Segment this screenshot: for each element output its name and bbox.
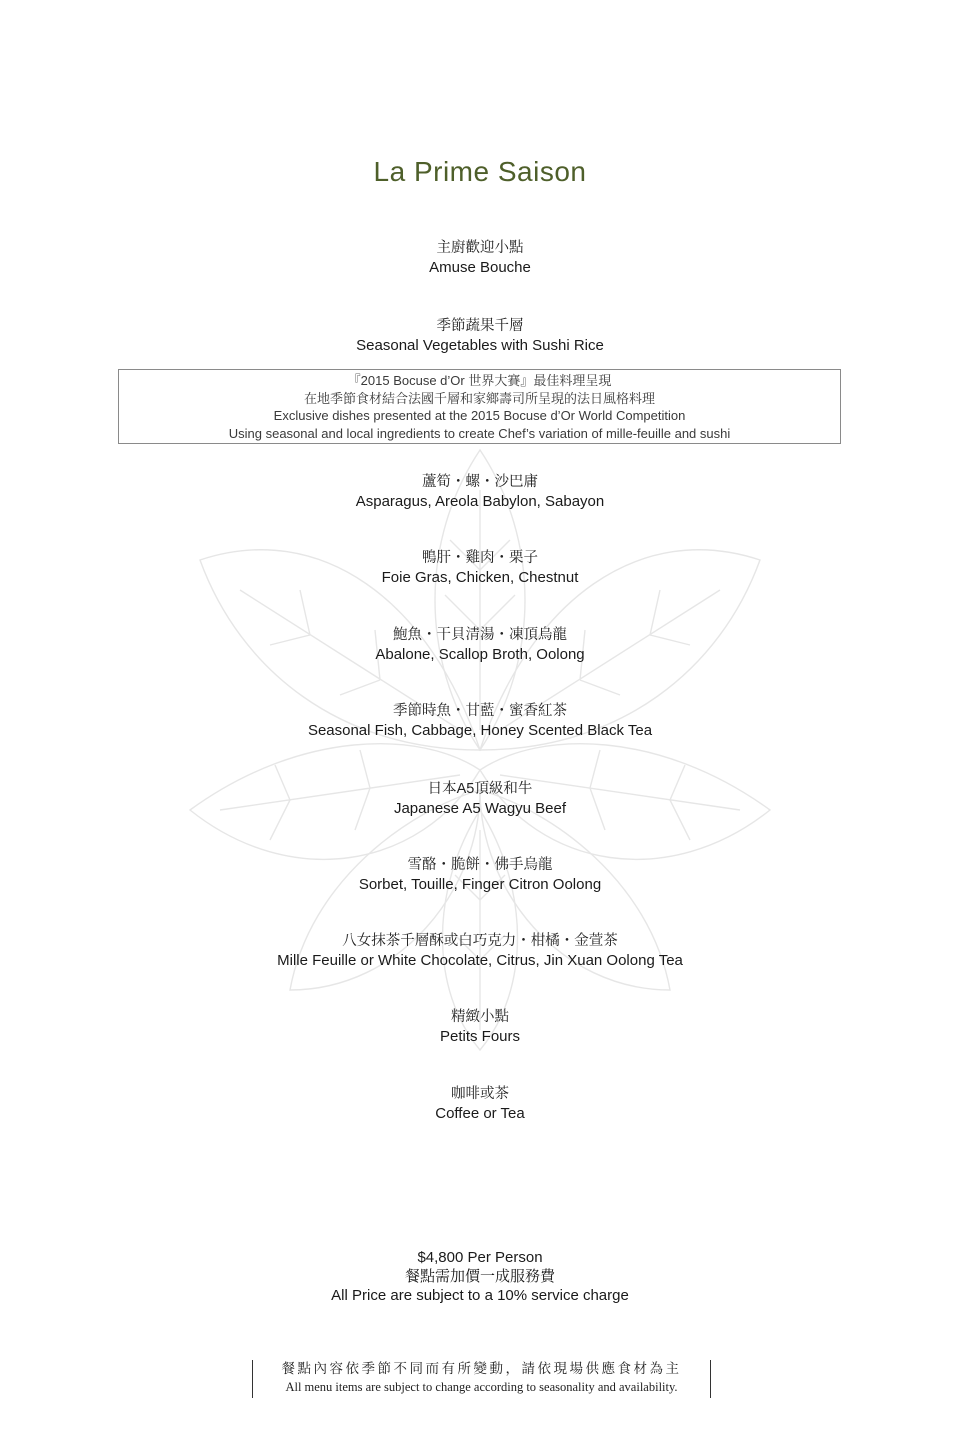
course-item <box>0 548 960 588</box>
menu-title: La Prime Saison <box>373 156 587 187</box>
course-name-zh: 鴨肝・雞肉・栗子 <box>422 550 538 566</box>
course-item <box>0 855 960 895</box>
course-name-en: Asparagus, Areola Babylon, Sabayon <box>355 493 605 510</box>
lotus-watermark <box>180 430 780 1070</box>
service-charge-en: All Price are subject to a 10% service charge <box>331 1287 629 1304</box>
course-item <box>0 316 960 356</box>
course-item <box>0 625 960 665</box>
course-item <box>0 701 960 741</box>
note-line: Using seasonal and local ingredients to create Chef’s variation of mille-feuille and sushi <box>228 425 731 441</box>
course-item <box>0 1007 960 1047</box>
course-name-en: Amuse Bouche <box>429 259 531 276</box>
disclaimer <box>252 1360 711 1398</box>
course-name-en: Petits Fours <box>439 1028 521 1045</box>
service-charge-zh: 餐點需加價一成服務費 <box>404 1268 555 1285</box>
disclaimer-en: All menu items are subject to change according to seasonality and availability. <box>285 1380 678 1394</box>
course-name-en: Seasonal Fish, Cabbage, Honey Scented Black Tea <box>307 722 653 739</box>
course-item <box>0 238 960 278</box>
course-name-en: Seasonal Vegetables with Sushi Rice <box>356 337 604 354</box>
course-name-zh: 季節時魚・甘藍・蜜香紅茶 <box>393 703 567 719</box>
course-item <box>0 779 960 819</box>
course-name-en: Abalone, Scallop Broth, Oolong <box>375 646 585 663</box>
note-line: 『2015 Bocuse d’Or 世界大賽』最佳料理呈現 <box>347 373 612 388</box>
course-name-zh: 八女抹茶千層酥或白巧克力・柑橘・金萱茶 <box>342 933 618 949</box>
price-section <box>0 1248 960 1305</box>
course-name-zh: 精緻小點 <box>451 1009 509 1025</box>
course-name-zh: 鮑魚・干貝清湯・凍頂烏龍 <box>393 627 567 643</box>
disclaimer-zh: 餐點內容依季節不同而有所變動，請依現場供應食材為主 <box>281 1361 682 1376</box>
course-name-en: Foie Gras, Chicken, Chestnut <box>381 569 579 586</box>
course-name-en: Coffee or Tea <box>435 1105 525 1122</box>
price-amount: $4,800 Per Person <box>417 1249 543 1266</box>
course-item <box>0 472 960 512</box>
course-name-zh: 咖啡或茶 <box>451 1086 509 1102</box>
signature-note-box <box>118 369 841 444</box>
course-name-en: Japanese A5 Wagyu Beef <box>393 800 567 817</box>
note-line: Exclusive dishes presented at the 2015 Bocuse d’Or World Competition <box>273 408 686 423</box>
course-name-zh: 雪酪・脆餅・佛手烏龍 <box>407 857 553 873</box>
course-item <box>0 1084 960 1124</box>
course-name-zh: 蘆筍・螺・沙巴庸 <box>422 474 538 490</box>
course-name-zh: 主廚歡迎小點 <box>436 240 524 256</box>
note-line: 在地季節食材結合法國千層和家鄉壽司所呈現的法日風格料理 <box>303 390 655 406</box>
course-name-en: Mille Feuille or White Chocolate, Citrus, Jin Xuan Oolong Tea <box>277 952 683 969</box>
course-name-en: Sorbet, Touille, Finger Citron Oolong <box>358 876 602 893</box>
course-name-zh: 日本A5頂級和牛 <box>427 781 533 797</box>
course-item <box>0 931 960 971</box>
course-name-zh: 季節蔬果千層 <box>436 318 524 334</box>
